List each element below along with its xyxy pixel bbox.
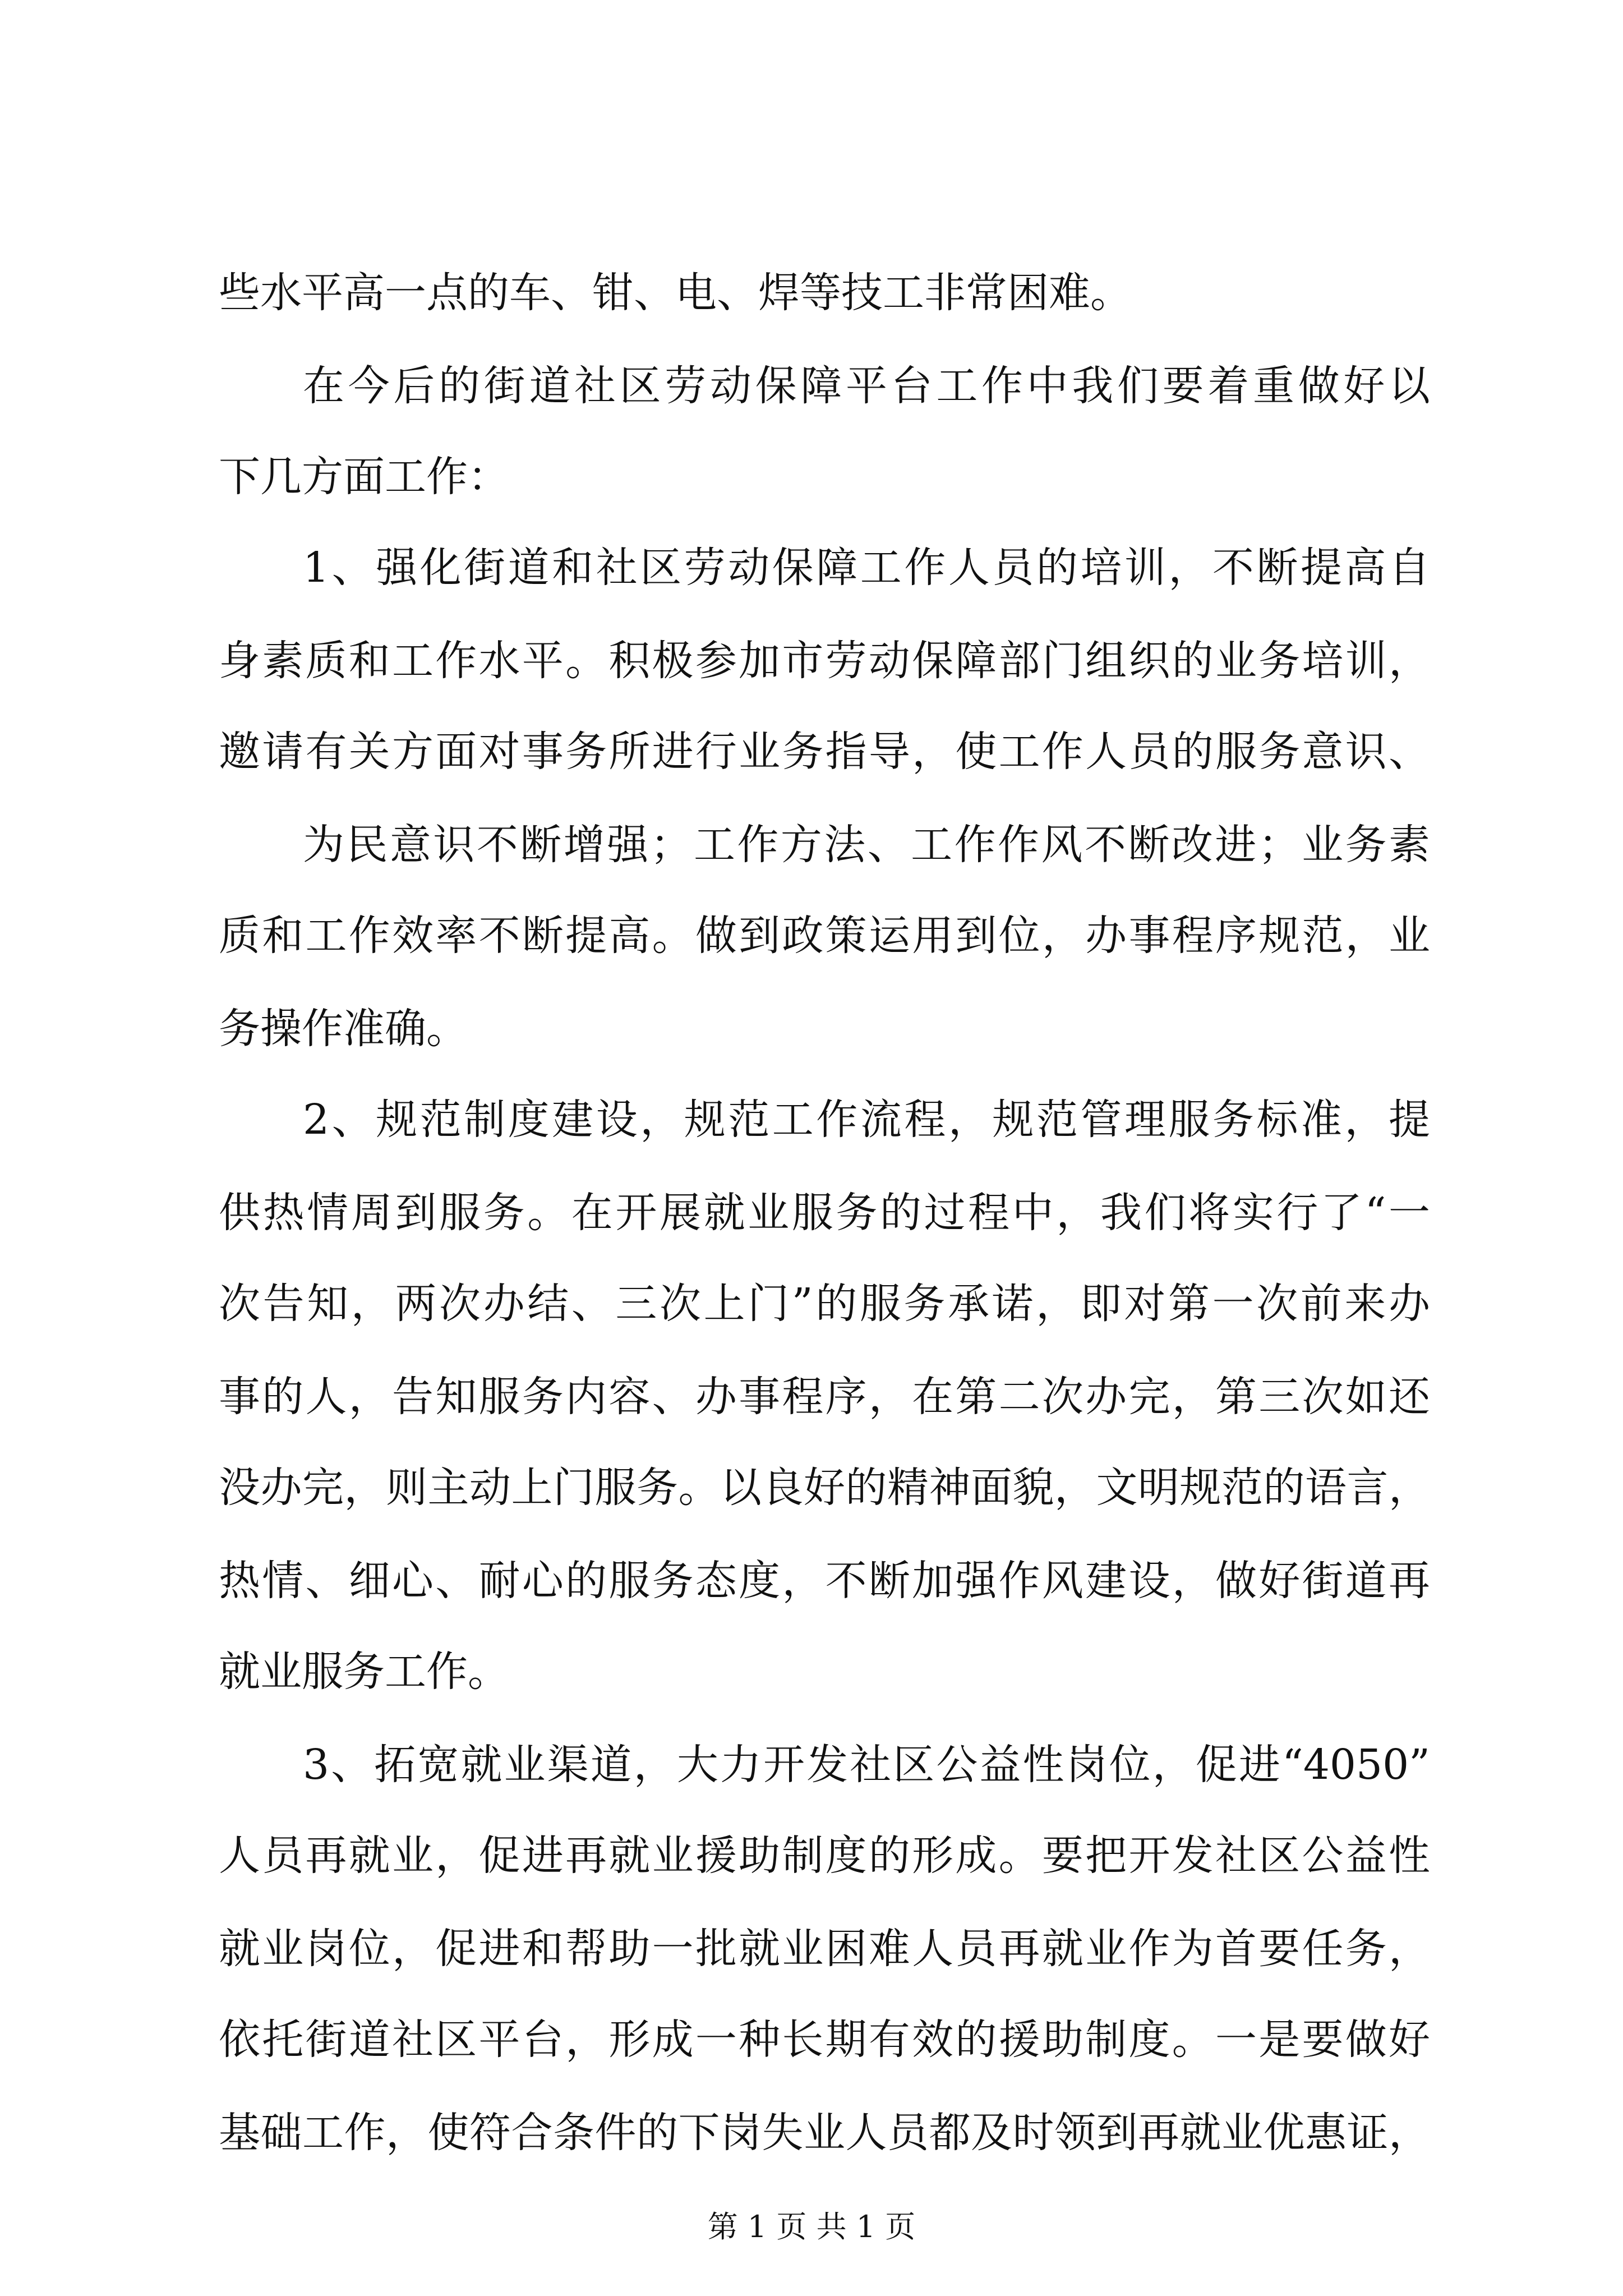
text-line: 质和工作效率不断提高。做到政策运用到位，办事程序规范，业 xyxy=(219,912,1430,960)
text-line: 事的人，告知服务内容、办事程序，在第二次办完，第三次如还 xyxy=(219,1373,1430,1421)
text-line: 邀请有关方面对事务所进行业务指导，使工作人员的服务意识、 xyxy=(219,728,1430,776)
text-line: 就业岗位，促进和帮助一批就业困难人员再就业作为首要任务， xyxy=(219,1925,1430,1973)
text-line: 次告知，两次办结、三次上门”的服务承诺，即对第一次前来办 xyxy=(219,1280,1430,1328)
text-line: 供热情周到服务。在开展就业服务的过程中，我们将实行了“一 xyxy=(219,1189,1430,1237)
page-footer: 第 1 页 共 1 页 xyxy=(707,2209,916,2244)
text-line: 没办完，则主动上门服务。以良好的精神面貌，文明规范的语言， xyxy=(219,1464,1430,1512)
text-line: 务操作准确。 xyxy=(219,1005,468,1053)
text-line: 依托街道社区平台，形成一种长期有效的援助制度。一是要做好 xyxy=(219,2016,1430,2064)
text-line: 就业服务工作。 xyxy=(219,1648,509,1696)
text-line: 人员再就业，促进再就业援助制度的形成。要把开发社区公益性 xyxy=(219,1832,1430,1880)
text-line: 基础工作，使符合条件的下岗失业人员都及时领到再就业优惠证， xyxy=(219,2109,1430,2157)
text-line: 1、强化街道和社区劳动保障工作人员的培训，不断提高自 xyxy=(303,544,1430,592)
text-line: 身素质和工作水平。积极参加市劳动保障部门组织的业务培训， xyxy=(219,637,1430,685)
text-line: 在今后的街道社区劳动保障平台工作中我们要着重做好以 xyxy=(303,362,1430,410)
text-line: 下几方面工作： xyxy=(219,453,509,501)
text-line: 为民意识不断增强；工作方法、工作作风不断改进；业务素 xyxy=(303,821,1430,869)
text-line: 3、拓宽就业渠道，大力开发社区公益性岗位，促进“4050” xyxy=(303,1741,1430,1789)
text-line: 热情、细心、耐心的服务态度，不断加强作风建设，做好街道再 xyxy=(219,1557,1430,1605)
text-line: 些水平高一点的车、钳、电、焊等技工非常困难。 xyxy=(219,269,1132,317)
text-line: 2、规范制度建设，规范工作流程，规范管理服务标准，提 xyxy=(303,1096,1430,1144)
